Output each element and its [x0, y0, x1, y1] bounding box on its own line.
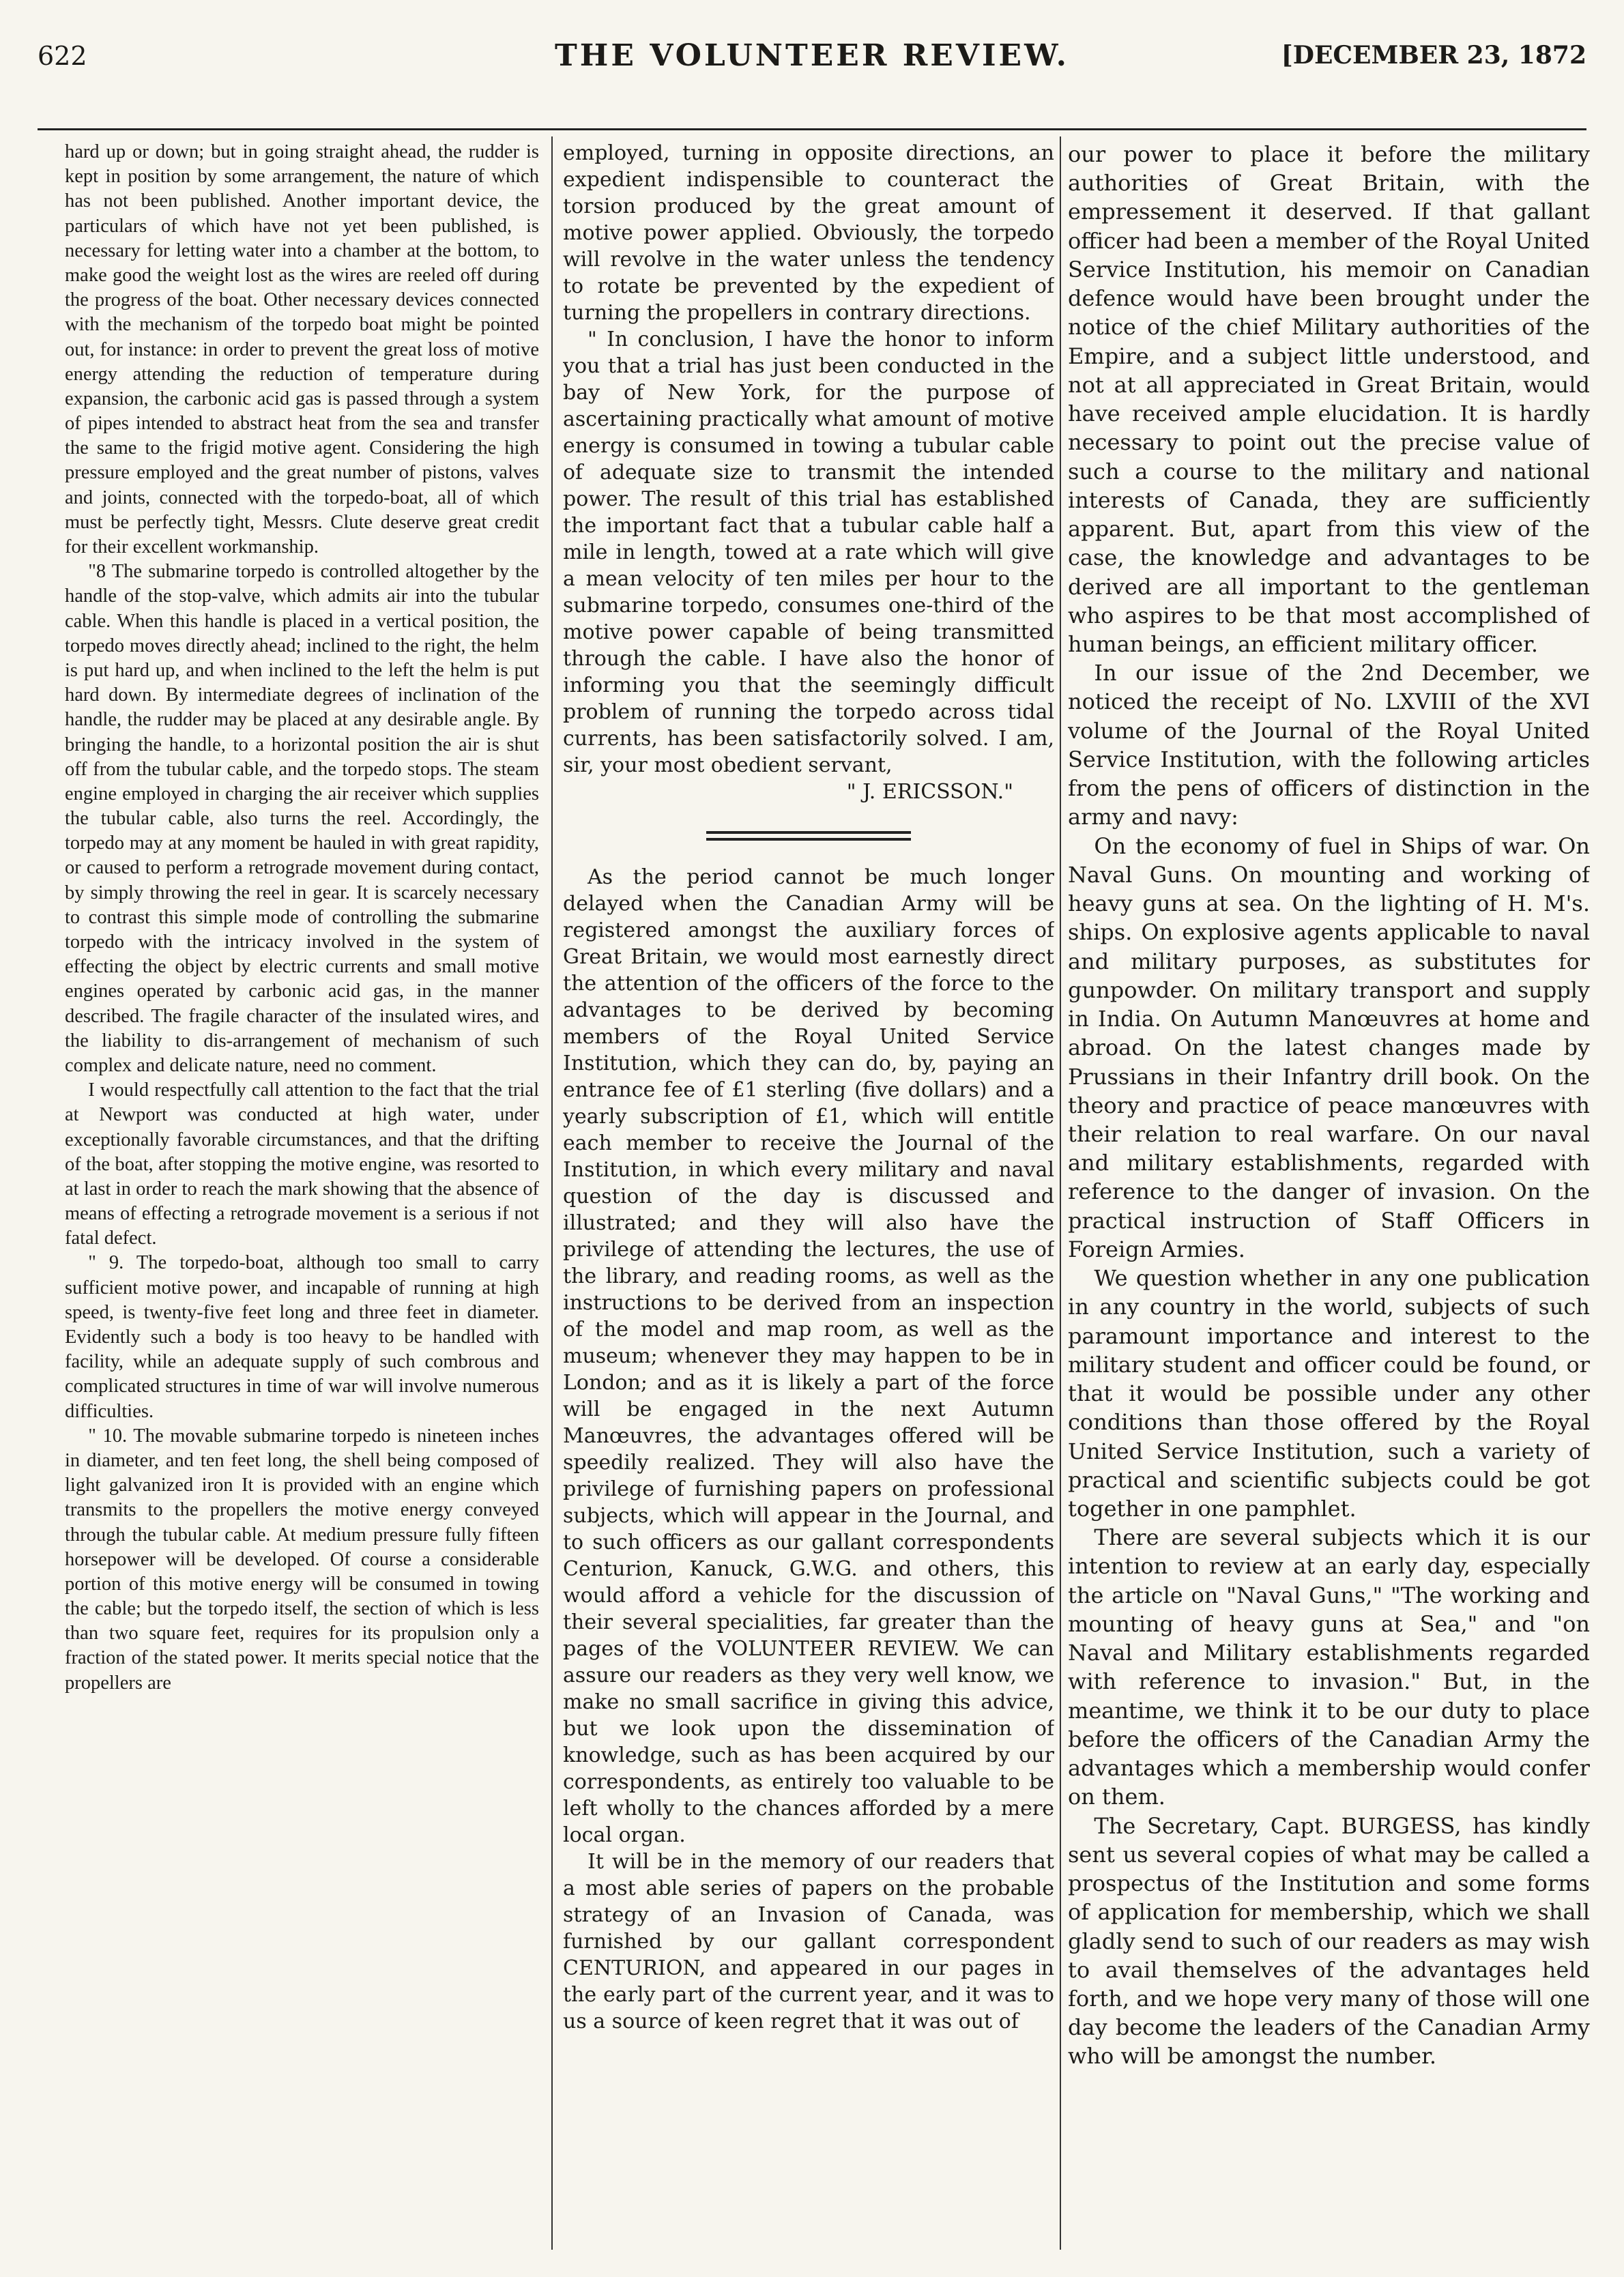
column-divider-1 [551, 136, 553, 2250]
col1-paragraph: I would respectfully call attention to the fact that the trial at Newport was conducted at high water, under exceptionally favorable circumstances, and that the drifting of the boat, after stopping the motive engine, was resorted to at last in order to reach the mark showing that the absence of means of effecting a retrograde movement is a serious if not fatal defect. [65, 1079, 539, 1249]
column-2 [563, 140, 1054, 2250]
page-header [38, 26, 1586, 87]
section-separator-rule [706, 831, 911, 841]
header-rule [38, 128, 1586, 130]
col3-paragraph: We question whether in any one publication in any country in the world, subjects of such paramount importance and interest to the military student and officer could be found, or that it would be possible under any other conditions than those offered by the Royal United Service Institution, such a variety of practical and scientific subjects could be got together in one pamphlet. [1068, 1265, 1590, 1522]
letter-signature: " J. ERICSSON." [846, 780, 1013, 804]
col2-paragraph: employed, turning in opposite directions, an expedient indispensible to counteract the torsion produced by the great amount of motive power applied. Obviously, the torpedo will revolve in the water unless the tendency to rotate be prevented by the expedient of turning the propellers in contrary directions. [563, 141, 1054, 325]
page-number: 622 [38, 41, 87, 71]
col2-paragraph: As the period cannot be much longer delayed when the Canadian Army will be registered amongst the auxiliary forces of Great Britain, we would most earnestly direct the attention of the officers of the force to the advantages to be derived by becoming members of the Royal United Service Institution, which they can do, by, paying an entrance fee of £1 sterling (five dollars) and a yearly subscription of £1, which will entitle each member to receive the Journal of the Institution, in which every military and naval question of the day is discussed and illustrated; and they will also have the privilege of attending the lectures, the use of the library, and reading rooms, as well as the instructions to be derived from an inspection of the model and map room, as well as the museum; whenever they may happen to be in London; and as it is likely a part of the force will be engaged in the next Autumn Manœuvres, the advantages offered will be speedily realized. They will also have the privilege of furnishing papers on professional subjects, which will appear in the Journal, and to such officers as our gallant correspondents Centurion, Kanuck, G.W.G. and others, this would afford a vehicle for the discussion of their several specialities, far greater than the pages of the VOLUNTEER REVIEW. We can assure our readers as they very well know, we make no small sacrifice in giving this advice, but we look upon the dissemination of knowledge, such as has been acquired by our correspondents, as entirely too valuable to be left wholly to the chances afforded by a mere local organ. [563, 865, 1054, 1847]
column-3 [1068, 140, 1590, 2250]
column-divider-2 [1060, 136, 1061, 2250]
col3-paragraph: The Secretary, Capt. BURGESS, has kindly sent us several copies of what may be called a prospectus of the Institution and some forms of application for membership, which we shall gladly send to such of our readers as may wish to avail themselves of the advantages held forth, and we hope very many of those will one day become the leaders of the Canadian Army who will be amongst the number. [1068, 1812, 1590, 2070]
col2-paragraph: It will be in the memory of our readers that a most able series of papers on the probable strategy of an Invasion of Canada, was furnished by our gallant correspondent CENTURION, and appeared in our pages in the early part of the current year, and it was to us a source of keen regret that it was out of [563, 1850, 1054, 2033]
col1-paragraph: " 9. The torpedo-boat, although too small to carry sufficient motive power, and incapable of running at high speed, is twenty-five feet long and three feet in diameter. Evidently such a body is too heavy to be handled with facility, while an adequate supply of such combrous and complicated structures in time of war will involve numerous difficulties. [65, 1252, 539, 1422]
masthead-title: THE VOLUNTEER REVIEW. [555, 38, 1069, 73]
col1-paragraph: " 10. The movable submarine torpedo is nineteen inches in diameter, and ten feet long, the shell being composed of light galvanized iron It is provided with an engine which transmits to the propellers the motive energy conveyed through the tubular cable. At medium pressure fully fifteen horsepower will be developed. Of course a considerable portion of this motive energy will be consumed in towing the cable; but the torpedo itself, the section of which is less than two square feet, requires for its propulsion only a fraction of the stated power. It merits special notice that the propellers are [65, 1425, 539, 1694]
col3-paragraph: In our issue of the 2nd December, we noticed the receipt of No. LXVIII of the XVI volume of the Journal of the Royal United Service Institution, with the following articles from the pens of officers of distinction in the army and navy: [1068, 660, 1590, 830]
col1-paragraph: "8 The submarine torpedo is controlled altogether by the handle of the stop-valve, which admits air into the tubular cable. When this handle is placed in a vertical position, the torpedo moves directly ahead; inclined to the right, the helm is put hard up, and when inclined to the left the helm is put hard down. By intermediate degrees of inclination of the handle, the rudder may be placed at any desirable angle. By bringing the handle, to a horizontal position the air is shut off from the tubular cable, and the torpedo stops. The steam engine employed in charging the air receiver which supplies the tubular cable, also turns the reel. Accordingly, the torpedo may at any moment be hauled in with great rapidity, or caused to perform a retrograde movement during contact, by simply throwing the reel in gear. It is scarcely necessary to contrast this simple mode of controlling the submarine torpedo with the intricacy involved in the system of effecting the object by electric currents and small motive engines operated by carbonic acid gas, in the manner described. The fragile character of the insulated wires, and the liability to dis-arrangement of mechanism of such complex and delicate nature, need no comment. [65, 561, 539, 1076]
column-1 [65, 140, 539, 2250]
col2-paragraph: " In conclusion, I have the honor to inform you that a trial has just been conducted in the bay of New York, for the purpose of ascertaining practically what amount of motive energy is consumed in towing a tubular cable of adequate size to transmit the intended power. The result of this trial has established the important fact that a tubular cable half a mile in length, towed at a rate which will give a mean velocity of ten miles per hour to the submarine torpedo, consumes one-third of the motive power capable of being transmitted through the cable. I have also the honor of informing you that the seemingly difficult problem of running the torpedo across tidal currents, has been satisfactorily solved. I am, sir, your most obedient servant, [563, 328, 1054, 777]
col3-paragraph: There are several subjects which it is our intention to review at an early day, especially the article on "Naval Guns," "The working and mounting of heavy guns at Sea," and "on Naval and Military establishments regarded with reference to invasion." But, in the meantime, we think it to be our duty to place before the officers of the Canadian Army the advantages which a membership would confer on them. [1068, 1524, 1590, 1810]
col3-paragraph: On the economy of fuel in Ships of war. On Naval Guns. On mounting and working of heavy guns at sea. On the lighting of H. M's. ships. On explosive agents applicable to naval and military purposes, as substitutes for gunpowder. On military transport and supply in India. On Autumn Manœuvres at home and abroad. On the latest changes made by Prussians in their Infantry drill book. On the theory and practice of peace manœuvres with their relation to real warfare. On our naval and military establishments, regarded with reference to the danger of invasion. On the practical instruction of Staff Officers in Foreign Armies. [1068, 832, 1590, 1262]
issue-date: [DECEMBER 23, 1872 [1281, 41, 1586, 70]
col1-paragraph: hard up or down; but in going straight ahead, the rudder is kept in position by some arrangement, the nature of which has not been published. Another important device, the particulars of which have not yet been published, is necessary for letting water into a chamber at the bottom, to make good the weight lost as the wires are reeled off during the progress of the boat. Other necessary devices connected with the mechanism of the torpedo boat might be pointed out, for instance: in order to prevent the great loss of motive energy attending the reduction of temperature during expansion, the carbonic acid gas is passed through a system of pipes intended to abstract heat from the sea and transfer the same to the frigid motive agent. Considering the high pressure employed and the great number of pistons, valves and joints, connected with the torpedo-boat, all of which must be perfectly tight, Messrs. Clute deserve great credit for their excellent workmanship. [65, 141, 539, 557]
col3-paragraph: our power to place it before the military authorities of Great Britain, with the empressement it deserved. If that gallant officer had been a member of the Royal United Service Institution, his memoir on Canadian defence would have been brought under the notice of the chief Military authorities of the Empire, and a subject little understood, and not at all appreciated in Great Britain, would have received ample elucidation. It is hardly necessary to point out the precise value of such a course to the military and national interests of Canada, they are sufficiently apparent. But, apart from this view of the case, the knowledge and advantages to be derived are all important to the gentleman who aspires to be that most accomplished of human beings, an efficient military officer. [1068, 141, 1590, 657]
